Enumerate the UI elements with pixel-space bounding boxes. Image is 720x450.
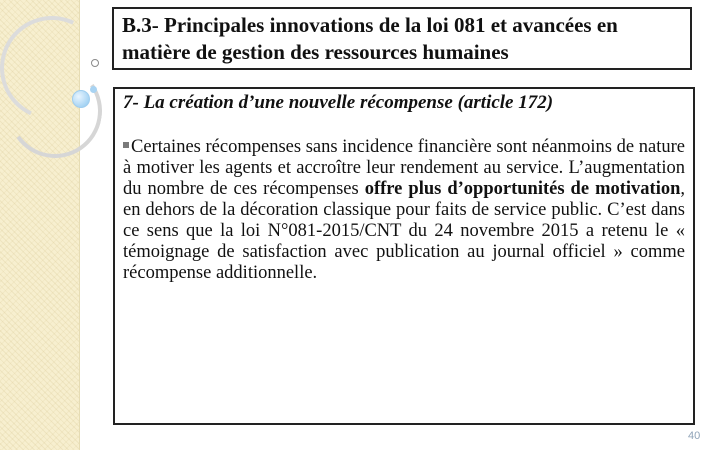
- page-number: 40: [688, 430, 701, 442]
- title-box: [112, 7, 692, 70]
- section-subtitle: 7- La création d’une nouvelle récompense (article 172): [123, 92, 554, 113]
- body-paragraph: [123, 137, 685, 284]
- decorative-dot-icon: [90, 86, 97, 93]
- paragraph-text-2: , en dehors de la décoration classique pour faits de service public. C’est dans ce sens que la loi N°081-2015/CNT du 24 novembre 2015 a retenu le « témoignage de satisfaction avec publication au journal officiel » comme récompense additionnelle.: [123, 179, 685, 283]
- content-box: [113, 87, 695, 425]
- paragraph-text-1: Certaines récompenses sans incidence financière sont néanmoins de nature à motiver les agents et accroître leur rendement au service. L’augmentation du nombre de ces récompenses: [123, 137, 685, 199]
- bullet-icon: [123, 142, 129, 148]
- decorative-dot-icon: [91, 59, 99, 67]
- slide-title: B.3- Principales innovations de la loi 081 et avancées en matière de gestion des ressources humaines: [122, 13, 618, 64]
- decorative-circle-icon: [72, 90, 90, 108]
- paragraph-bold-text: offre plus d’opportunités de motivation: [364, 179, 681, 199]
